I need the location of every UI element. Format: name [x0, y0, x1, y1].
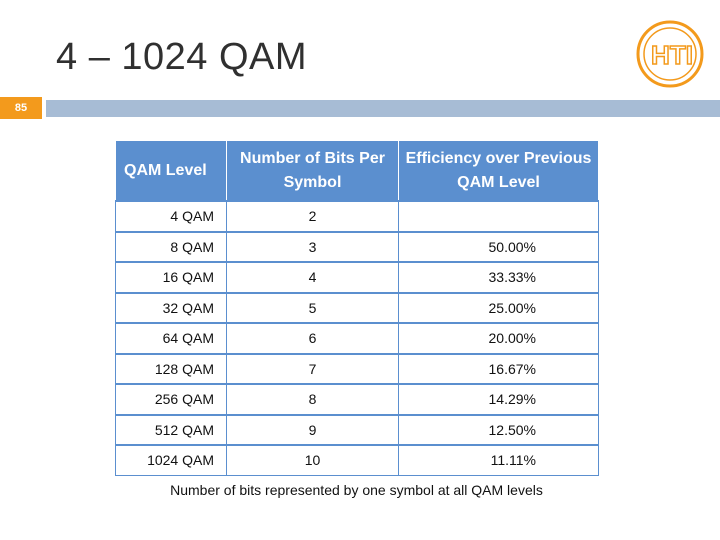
header-accent-bar [46, 100, 720, 117]
cell-qam-level: 16 QAM [116, 262, 227, 293]
cell-qam-level: 32 QAM [116, 293, 227, 324]
cell-efficiency: 11.11% [399, 445, 599, 475]
cell-bits: 5 [227, 293, 399, 324]
table-body [116, 201, 599, 475]
table-row [116, 354, 599, 385]
table-row [116, 262, 599, 293]
cell-bits: 4 [227, 262, 399, 293]
cell-qam-level: 512 QAM [116, 415, 227, 446]
cell-efficiency: 12.50% [399, 415, 599, 446]
table-caption: Number of bits represented by one symbol at all QAM levels [170, 482, 543, 498]
cell-bits: 9 [227, 415, 399, 446]
cell-bits: 2 [227, 201, 399, 232]
slide-number: 85 [0, 97, 42, 119]
qam-table-container [115, 140, 598, 476]
table-row [116, 415, 599, 446]
header-efficiency: Efficiency over Previous QAM Level [399, 141, 599, 202]
table-row [116, 293, 599, 324]
cell-bits: 10 [227, 445, 399, 475]
table-row [116, 232, 599, 263]
cell-efficiency: 33.33% [399, 262, 599, 293]
cell-efficiency: 50.00% [399, 232, 599, 263]
cell-qam-level: 256 QAM [116, 384, 227, 415]
cell-bits: 6 [227, 323, 399, 354]
cell-efficiency: 14.29% [399, 384, 599, 415]
logo-text: HTI [651, 40, 693, 70]
table-row [116, 384, 599, 415]
table-header-row [116, 141, 599, 202]
cell-efficiency [399, 201, 599, 232]
table-row [116, 323, 599, 354]
header-bits-per-symbol: Number of Bits Per Symbol [227, 141, 399, 202]
cell-qam-level: 4 QAM [116, 201, 227, 232]
cell-qam-level: 128 QAM [116, 354, 227, 385]
table-row [116, 201, 599, 232]
qam-table [115, 140, 599, 476]
slide-title: 4 – 1024 QAM [56, 36, 308, 78]
cell-bits: 8 [227, 384, 399, 415]
cell-efficiency: 16.67% [399, 354, 599, 385]
table-row [116, 445, 599, 475]
cell-bits: 3 [227, 232, 399, 263]
cell-efficiency: 25.00% [399, 293, 599, 324]
header-qam-level: QAM Level [116, 141, 227, 202]
cell-efficiency: 20.00% [399, 323, 599, 354]
cell-qam-level: 8 QAM [116, 232, 227, 263]
cell-bits: 7 [227, 354, 399, 385]
cell-qam-level: 1024 QAM [116, 445, 227, 475]
hti-logo [632, 12, 712, 92]
cell-qam-level: 64 QAM [116, 323, 227, 354]
